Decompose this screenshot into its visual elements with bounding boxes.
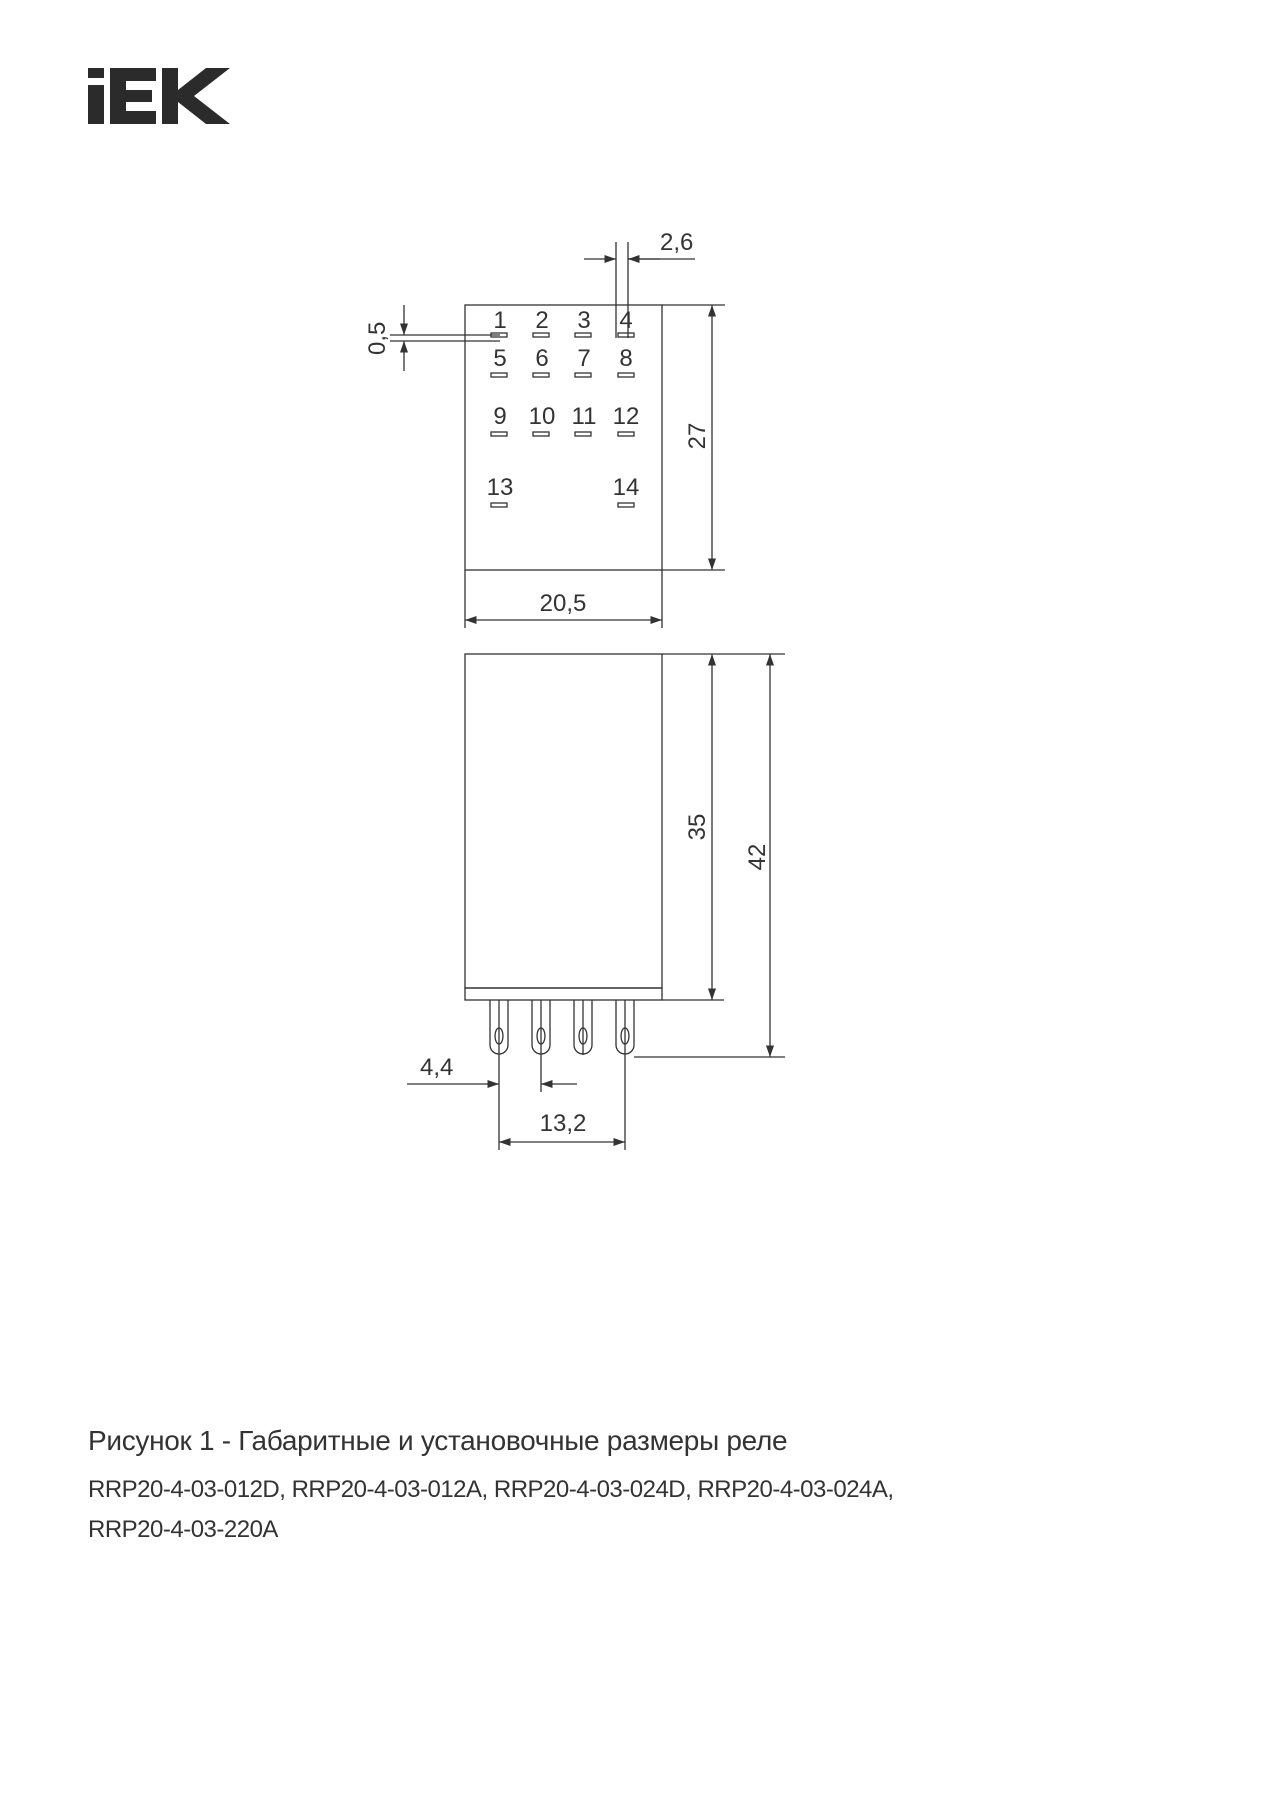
side-view-body — [465, 654, 662, 988]
dim-label-42: 42 — [744, 843, 771, 871]
pin-label: 1 — [493, 307, 507, 334]
pin-label: 3 — [577, 307, 591, 334]
pin-label: 14 — [612, 474, 640, 501]
dim-label-0-5: 0,5 — [364, 321, 391, 355]
pin-label: 4 — [619, 307, 633, 334]
pin-label: 2 — [535, 307, 549, 334]
pin-label: 12 — [612, 403, 640, 430]
dim-label-35: 35 — [684, 813, 711, 841]
pin-label: 5 — [493, 345, 507, 372]
pin-label: 11 — [571, 403, 597, 430]
pin-label: 8 — [619, 345, 633, 372]
pin-label: 6 — [535, 345, 549, 372]
pin-label: 9 — [493, 403, 507, 430]
figure-caption: Рисунок 1 - Габаритные и установочные размеры реле — [88, 1425, 788, 1456]
model-list-line: RRP20-4-03-012D, RRP20-4-03-012A, RRP20-4-03-024D, RRP20-4-03-024A, — [88, 1476, 894, 1503]
pin-label: 13 — [486, 474, 514, 501]
model-list-line: RRP20-4-03-220A — [88, 1516, 278, 1543]
dim-label-27: 27 — [684, 422, 711, 450]
pin-label: 7 — [577, 345, 591, 372]
dim-label-20-5: 20,5 — [539, 590, 587, 617]
dim-label-13-2: 13,2 — [539, 1110, 587, 1137]
side-view-base — [465, 988, 662, 1000]
pins-side — [490, 1000, 634, 1055]
dim-label-2-6: 2,6 — [660, 229, 694, 256]
pin-label: 10 — [528, 403, 556, 430]
dim-label-4-4: 4,4 — [420, 1054, 454, 1081]
